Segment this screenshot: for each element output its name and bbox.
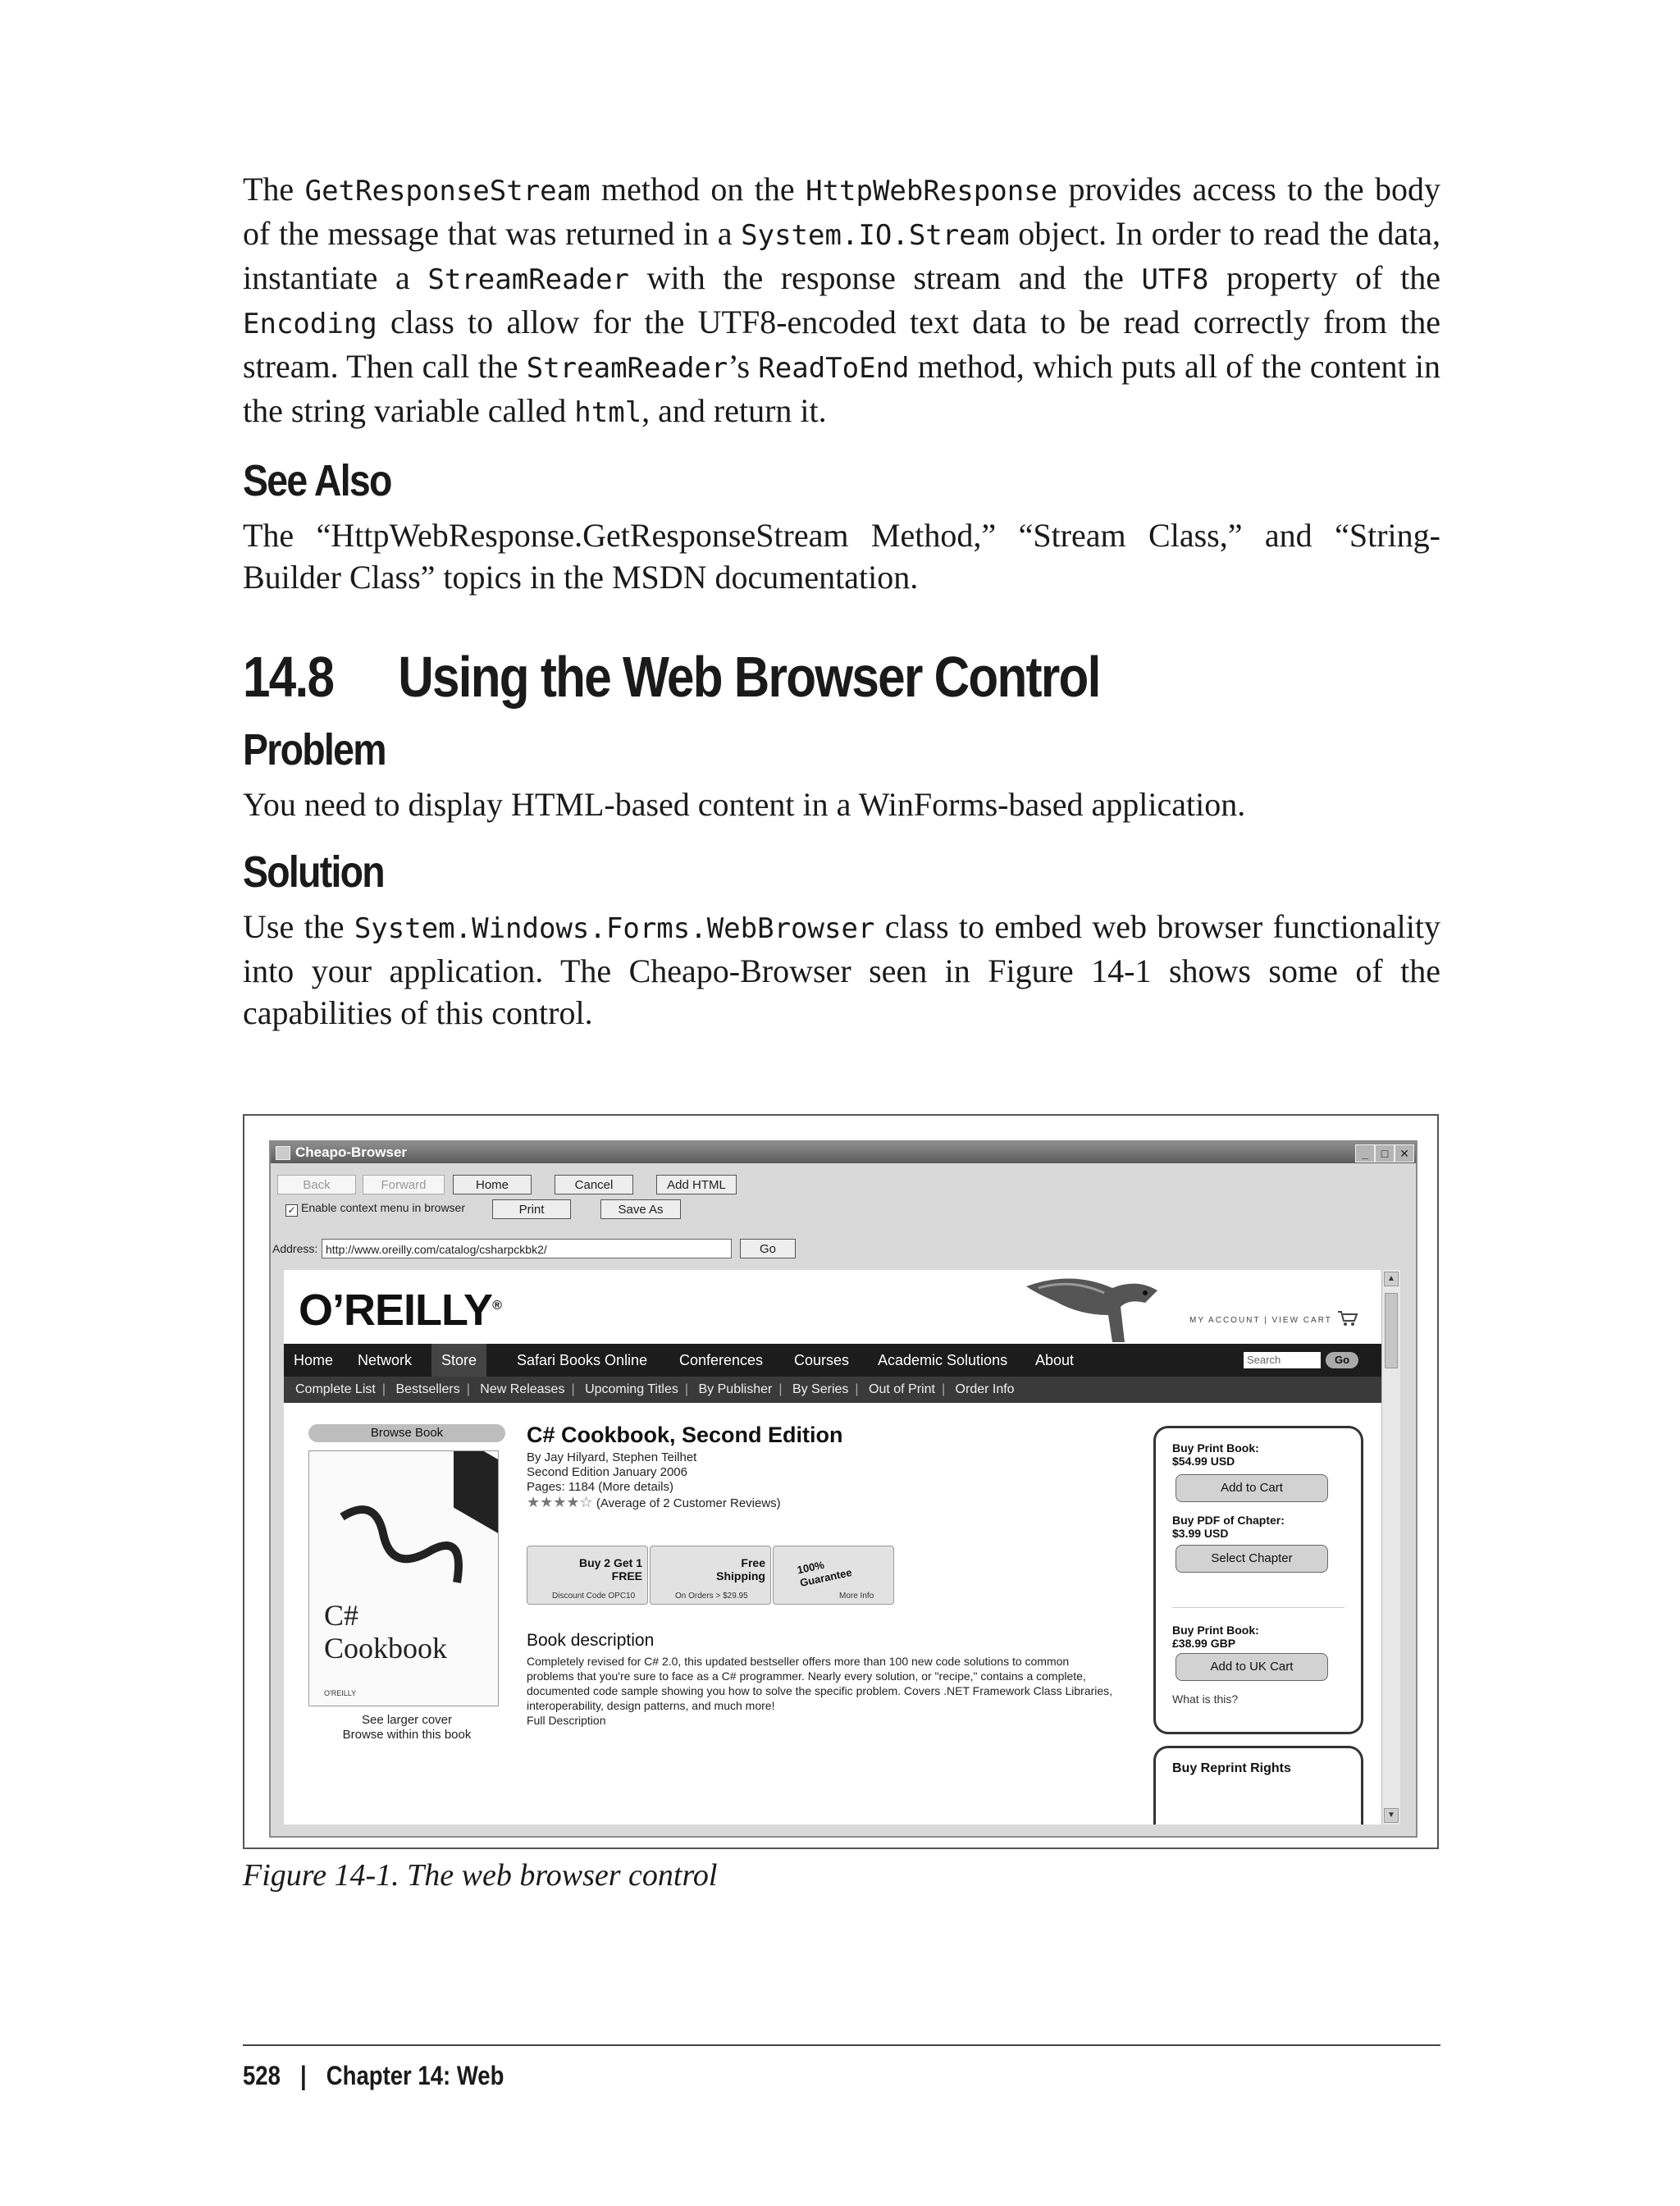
book-edition: Second Edition January 2006 [527,1465,687,1479]
page-number: 528 [243,2061,281,2090]
print-button[interactable]: Print [492,1199,571,1219]
book-cover[interactable] [308,1450,499,1706]
nav-home[interactable]: Home [294,1352,334,1368]
subnav-by-series[interactable]: By Series [792,1382,849,1396]
site-nav [284,1344,1381,1377]
add-html-button[interactable]: Add HTML [656,1175,737,1194]
subnav-by-publisher[interactable]: By Publisher [698,1382,773,1396]
app-icon [276,1146,290,1160]
scroll-down-icon[interactable]: ▼ [1384,1808,1399,1823]
book-pages: Pages: 1184 (More details) [527,1480,673,1494]
recipe-title [243,644,1273,710]
checkbox-checked-icon: ✓ [285,1204,298,1217]
subnav-new-releases[interactable]: New Releases [480,1382,565,1396]
subnav-order-info[interactable]: Order Info [955,1382,1015,1396]
cancel-button[interactable]: Cancel [555,1175,633,1194]
rating-stars-icon: ★★★★☆ [527,1494,593,1510]
browse-within-link[interactable]: Browse within this book [342,1728,472,1742]
site-search-go-button[interactable]: Go [1326,1352,1358,1368]
window-title: Cheapo-Browser [295,1144,408,1160]
maximize-icon[interactable]: □ [1375,1144,1395,1162]
description-heading: Book description [527,1631,655,1650]
select-chapter-button[interactable]: Select Chapter [1176,1545,1328,1573]
nav-courses[interactable]: Courses [794,1352,850,1368]
tarsier-bird-icon [1022,1270,1162,1344]
promo-buy2[interactable]: Buy 2 Get 1 FREE Discount Code OPC10 [527,1546,648,1605]
reprint-box [1153,1746,1363,1825]
save-as-button[interactable]: Save As [600,1199,681,1219]
address-label: Address: [272,1242,318,1255]
nav-conferences[interactable]: Conferences [679,1352,764,1368]
buy-reprint-link[interactable]: Buy Reprint Rights [1172,1761,1291,1775]
web-browser-content [284,1270,1381,1825]
problem-heading: Problem [243,725,386,774]
chapter-label: Chapter 14: Web [326,2061,504,2090]
buy-pdf-label: Buy PDF of Chapter: $3.99 USD [1172,1514,1285,1540]
cart-icon[interactable] [1337,1309,1358,1327]
book-rating: ★★★★☆ (Average of 2 Customer Reviews) [527,1494,781,1510]
forward-button[interactable]: Forward [363,1175,445,1194]
buy-box-divider [1172,1607,1344,1608]
subnav-upcoming[interactable]: Upcoming Titles [585,1382,678,1396]
cover-title: C# Cookbook [324,1599,448,1665]
page-footer [243,2061,504,2091]
nav-academic[interactable]: Academic Solutions [878,1352,1008,1368]
footer-separator: | [299,2061,307,2090]
promo-guarantee[interactable]: 100% Guarantee More Info [773,1546,894,1605]
context-menu-label: Enable context menu in browser [301,1201,465,1214]
see-also-heading: See Also [243,456,391,505]
minimize-icon[interactable]: _ [1355,1144,1375,1162]
nav-store[interactable]: Store [431,1344,486,1377]
solution-heading: Solution [243,847,384,897]
buy-print-label-2: Buy Print Book: £38.99 GBP [1172,1624,1259,1650]
subnav-bestsellers[interactable]: Bestsellers [395,1382,460,1396]
recipe-title-text: Using the Web Browser Control [398,645,1100,709]
home-button[interactable]: Home [453,1175,532,1194]
browse-book-button[interactable]: Browse Book [308,1424,505,1442]
promo-free-shipping[interactable]: Free Shipping On Orders > $29.95 [650,1546,771,1605]
problem-text: You need to display HTML-based content in a WinForms-based application. [243,786,1246,823]
subnav-complete-list[interactable]: Complete List [295,1382,376,1396]
intro-paragraph: The GetResponseStream method on the HttpWebResponse provides access to the body of the message that was returned in a System.IO.Stream object. In order to read the data, instantiate a StreamReader with the response stream and the UTF8 property of the Encoding class to allow for the UTF8-encoded text data to be read correctly from the stream. Then call the StreamReader’s ReadToEnd method, which puts all of the content in the string variable called html, and return it. [243,171,1441,429]
oreilly-logo[interactable]: O’REILLY® [299,1286,501,1335]
figure-frame [243,1114,1439,1849]
description-text: Completely revised for C# 2.0, this updated bestseller offers more than 100 new code solutions to common problems that you're sure to face as a C# programmer. Nearly every solution, or "recipe," contains a complete, documented code sample showing you how to solve the specific problem. Covers .NET Framework Class Libraries, interoperability, design patterns, and much more! Full Description [527,1654,1117,1728]
back-button[interactable]: Back [277,1175,356,1194]
snake-icon [326,1500,482,1599]
book-title: C# Cookbook, Second Edition [527,1423,843,1447]
vertical-scrollbar[interactable] [1381,1270,1400,1825]
see-also-text: The “HttpWebResponse.GetResponseStream Method,” “Stream Class,” and “String-Builder Class” topics in the MSDN documentation. [243,517,1440,596]
subnav-out-of-print[interactable]: Out of Print [869,1382,935,1396]
scroll-thumb[interactable] [1385,1293,1398,1368]
full-description-link[interactable]: Full Description [527,1714,606,1727]
book-authors: By Jay Hilyard, Stephen Teilhet [527,1450,697,1464]
page-content [243,168,1440,1034]
what-is-this-link[interactable]: What is this? [1172,1692,1239,1706]
book-meta [527,1450,781,1511]
site-subnav: Complete List | Bestsellers | New Releases | Upcoming Titles | By Publisher | By Series | Out of Print | Order Info [284,1377,1381,1403]
go-button[interactable]: Go [740,1239,796,1258]
buy-box [1153,1426,1363,1734]
solution-text: Use the System.Windows.Forms.WebBrowser class to embed web browser functionality into your application. The Cheapo-Browser seen in Figure 14-1 shows some of the capabilities of this control. [243,908,1440,1031]
add-to-cart-button[interactable]: Add to Cart [1176,1474,1328,1502]
add-to-uk-cart-button[interactable]: Add to UK Cart [1176,1653,1328,1681]
see-larger-link[interactable]: See larger cover [361,1713,453,1727]
account-links[interactable]: MY ACCOUNT | VIEW CART [1189,1316,1332,1325]
context-menu-checkbox[interactable] [285,1201,465,1217]
site-search-input[interactable]: Search [1244,1352,1321,1368]
cover-publisher: O'REILLY [324,1689,357,1697]
nav-network[interactable]: Network [358,1352,413,1368]
nav-about[interactable]: About [1035,1352,1075,1368]
cheapo-browser-window [269,1140,1418,1838]
buy-print-label-1: Buy Print Book: $54.99 USD [1172,1441,1259,1468]
cover-links [308,1713,505,1742]
recipe-number: 14.8 [243,645,334,709]
figure-caption: Figure 14-1. The web browser control [243,1858,718,1893]
title-bar [271,1142,1416,1163]
footer-rule [243,2044,1440,2046]
scroll-up-icon[interactable]: ▲ [1384,1272,1399,1286]
close-icon[interactable]: ✕ [1395,1144,1414,1162]
nav-safari[interactable]: Safari Books Online [517,1352,648,1368]
address-input[interactable]: http://www.oreilly.com/catalog/csharpckbk2/ [322,1239,732,1258]
